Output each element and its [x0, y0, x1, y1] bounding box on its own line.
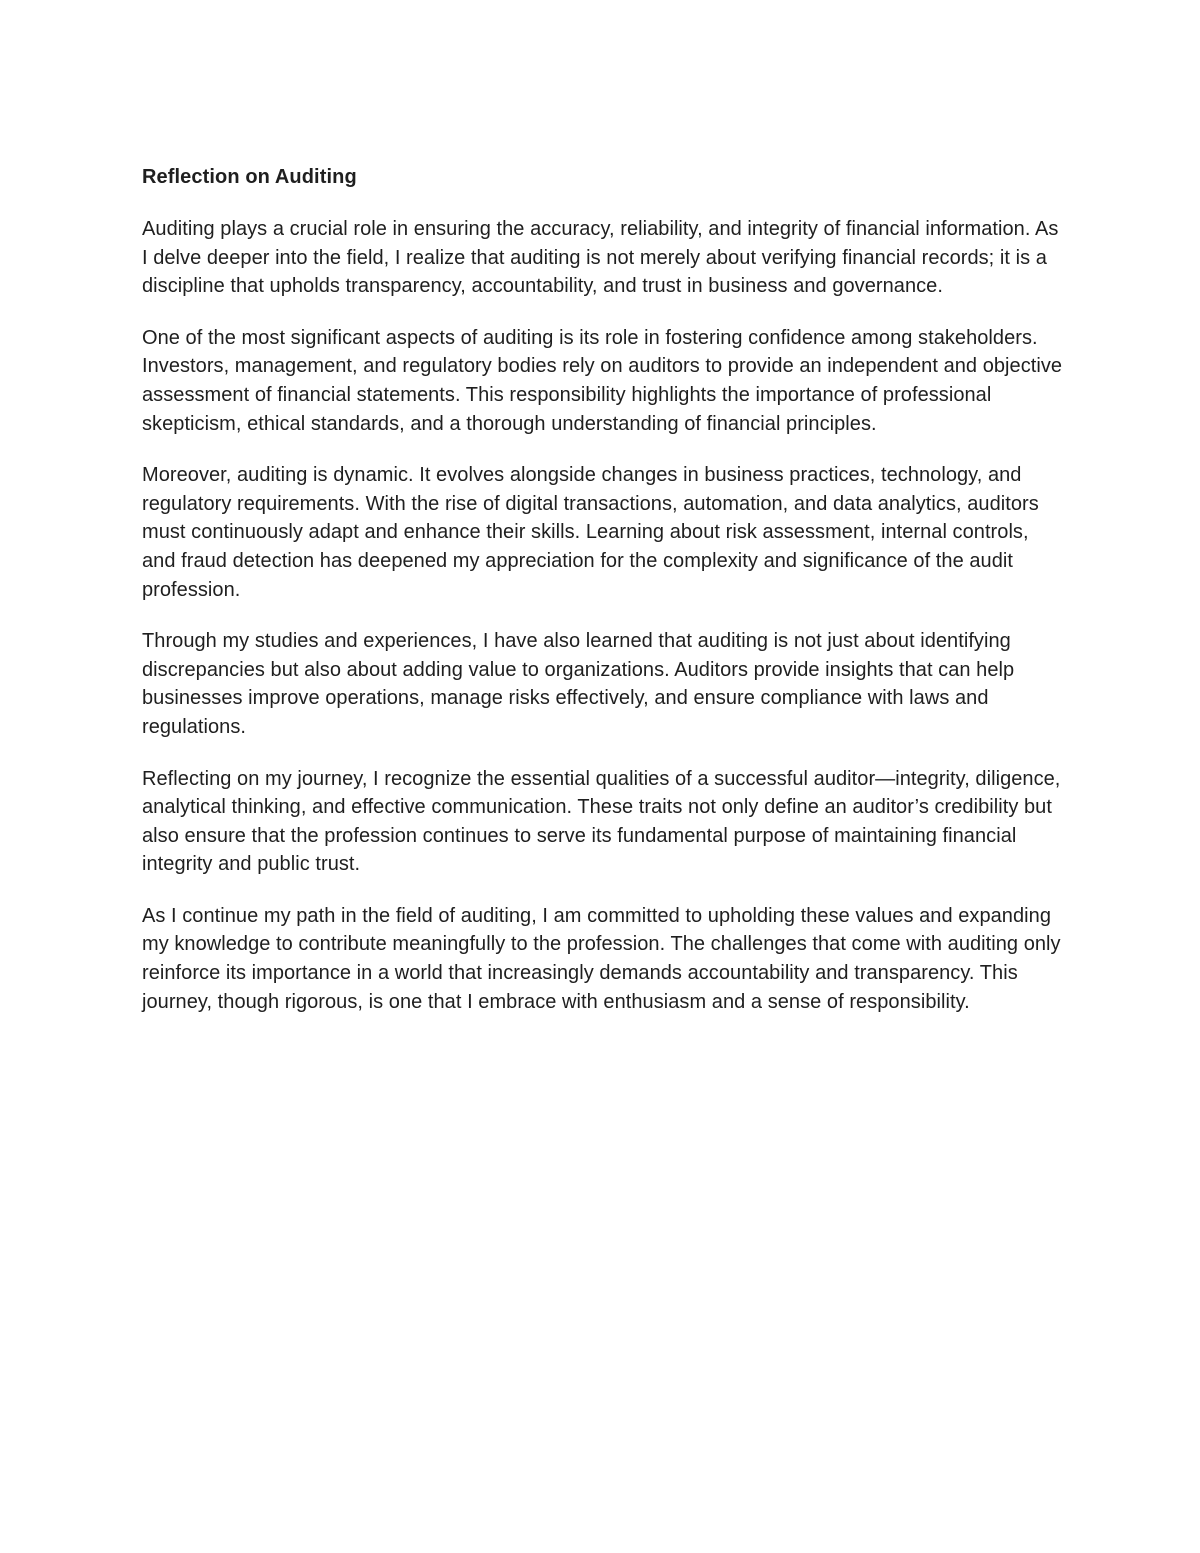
paragraph-qualities: Reflecting on my journey, I recognize the essential qualities of a successful auditor—integrity, diligence, analytical thinking, and effective communication. These traits not only define an auditor’s credibility but also ensure that the profession continues to serve its fundamental purpose of maintaining financial integrity and public trust.	[142, 767, 1061, 876]
paragraph-intro: Auditing plays a crucial role in ensuring the accuracy, reliability, and integrity of financial information. As I delve deeper into the field, I realize that auditing is not merely about verifying financial records; it is a discipline that upholds transparency, accountability, and trust in business and governance.	[142, 218, 1059, 298]
paragraph-conclusion: As I continue my path in the field of auditing, I am committed to upholding these values and expanding my knowledge to contribute meaningfully to the profession. The challenges that come with auditing only reinforce its importance in a world that increasingly demands accountability and transparency. This journey, though rigorous, is one that I embrace with enthusiasm and a sense of responsibility.	[142, 904, 1061, 1013]
paragraph-value: Through my studies and experiences, I have also learned that auditing is not just about identifying discrepancies but also about adding value to organizations. Auditors provide insights that can help businesses improve operations, manage risks effectively, and ensure compliance with laws and regulations.	[142, 630, 1015, 738]
document-body	[142, 163, 1067, 1039]
document-title: Reflection on Auditing	[142, 166, 357, 188]
paragraph-dynamic: Moreover, auditing is dynamic. It evolves alongside changes in business practices, technology, and regulatory requirements. With the rise of digital transactions, automation, and data analytics, auditors must continuously adapt and enhance their skills. Learning about risk assessment, internal controls, and fraud detection has deepened my appreciation for the complexity and significance of the audit profession.	[142, 464, 1039, 601]
paragraph-stakeholders: One of the most significant aspects of auditing is its role in fostering confidence among stakeholders. Investors, management, and regulatory bodies rely on auditors to provide an independent and objective assessment of financial statements. This responsibility highlights the importance of professional skepticism, ethical standards, and a thorough understanding of financial principles.	[142, 326, 1063, 435]
